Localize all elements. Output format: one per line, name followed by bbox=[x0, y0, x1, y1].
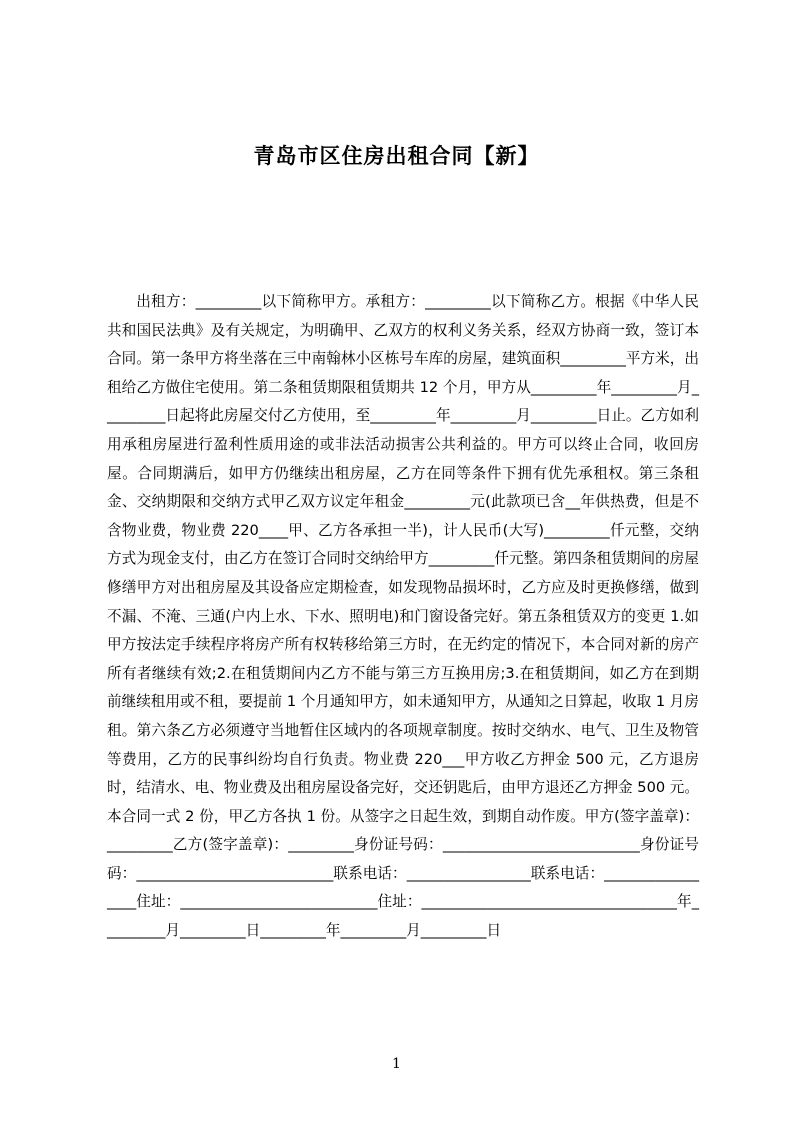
document-title: 青岛市区住房出租合同【新】 bbox=[253, 144, 540, 168]
contract-body-paragraph: 出租方：_________以下简称甲方。承租方：_________以下简称乙方。根据《中华人民共和国民法典》及有关规定，为明确甲、乙双方的权利义务关系，经双方协商一致，签订本合同。第一条甲方将坐落在三中南翰林小区栋号车库的房屋，建筑面积_________平方米，出租给乙方做住宅使用。第二条租赁期限租赁期共 12 个月，甲方从_________年_________月_________日起将此房屋交付乙方使用，至_________年_________月_________日止。乙方如利用承租房屋进行盈利性质用途的或非法活动损害公共利益的。甲方可以终止合同，收回房屋。合同期满后，如甲方仍继续出租房屋，乙方在同等条件下拥有优先承租权。第三条租金、交纳期限和交纳方式甲乙双方议定年租金_________元(此款项已含__年供热费，但是不含物业费，物业费 220____甲、乙方各承担一半)，计人民币(大写)_________仟元整，交纳方式为现金支付，由乙方在签订合同时交纳给甲方_________仟元整。第四条租赁期间的房屋修缮甲方对出租房屋及其设备应定期检查，如发现物品损坏时，乙方应及时更换修缮，做到不漏、不淹、三通(户内上水、下水、照明电)和门窗设备完好。第五条租赁双方的变更 1.如甲方按法定手续程序将房产所有权转移给第三方时，在无约定的情况下，本合同对新的房产所有者继续有效;2.在租赁期间内乙方不能与第三方互换用房;3.在租赁期间，如乙方在到期前继续租用或不租，要提前 1 个月通知甲方，如未通知甲方，从通知之日算起，收取 1 月房租。第六条乙方必须遵守当地暂住区域内的各项规章制度。按时交纳水、电气、卫生及物管等费用，乙方的民事纠纷均自行负责。物业费 220___甲方收乙方押金 500 元，乙方退房时，结清水、电、物业费及出租房屋设备完好，交还钥匙后，由甲方退还乙方押金 500 元。本合同一式 2 份，甲乙方各执 1 份。从签字之日起生效，到期自动作废。甲方(签字盖章)：_________乙方(签字盖章)：_________身份证号码：___________________________身份证号码：___________________________联系电话：_________________联系电话：_________________住址：___________________________住址：___________________________________年_________月_________日_________年_________月_________日 bbox=[107, 293, 699, 940]
page-number: 1 bbox=[392, 1056, 401, 1072]
